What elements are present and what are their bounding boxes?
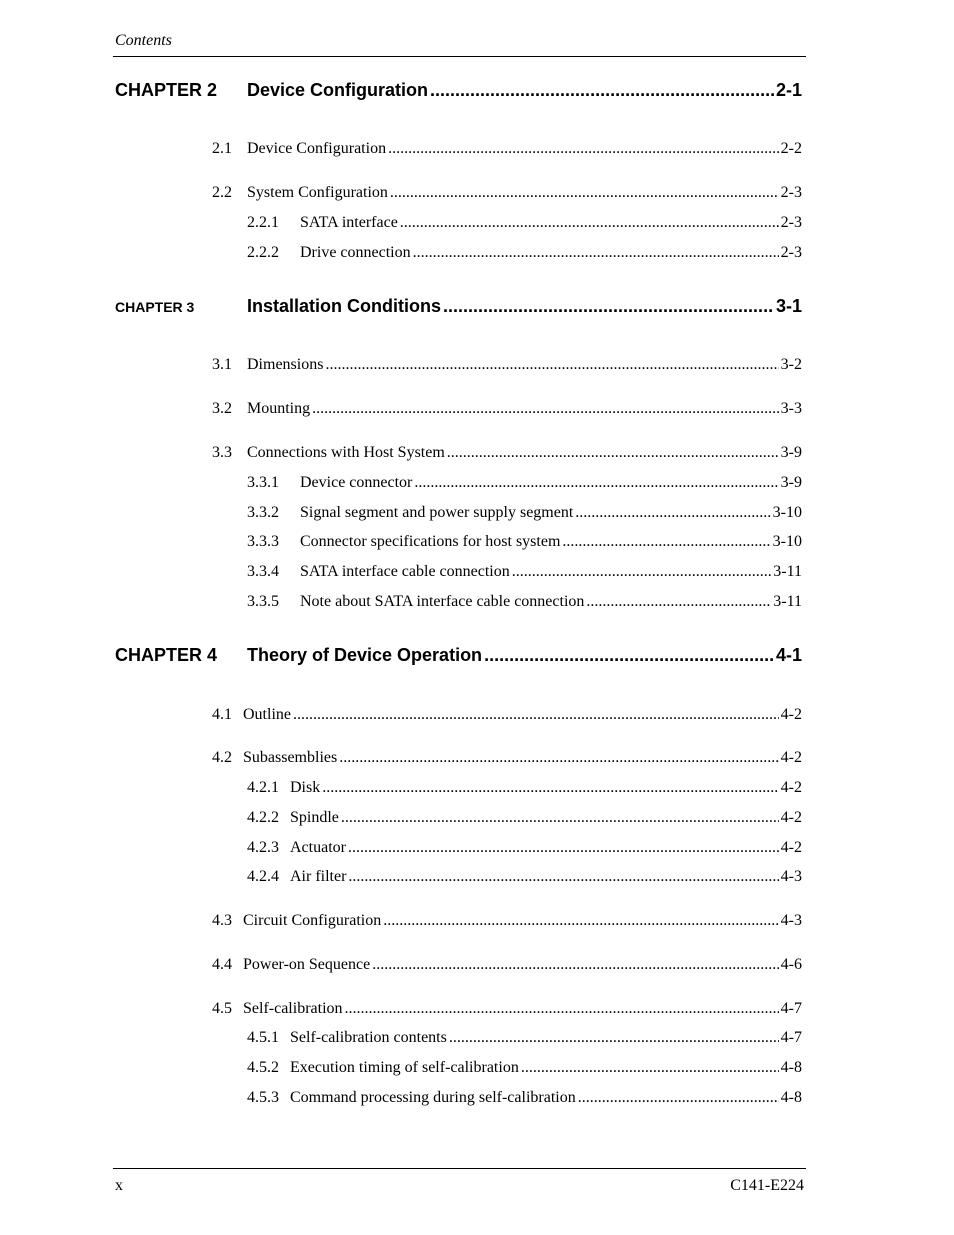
toc-section-4-4[interactable]	[212, 954, 802, 976]
toc-subsection-4-2-3[interactable]	[247, 837, 802, 859]
toc-subsection-3-3-4[interactable]	[247, 561, 802, 583]
dot-leader	[383, 910, 778, 932]
dot-leader	[341, 807, 779, 829]
toc-section-2-1[interactable]	[212, 138, 802, 160]
dot-leader	[449, 1027, 779, 1049]
subsection-title: Drive connection	[300, 244, 411, 261]
page-ref: 2-3	[780, 214, 802, 231]
page-ref: 4-7	[780, 1000, 802, 1017]
subsection-number: 4.5.3	[247, 1089, 279, 1106]
subsection-number: 3.3.5	[247, 593, 279, 610]
dot-leader	[586, 591, 771, 613]
page-ref: 4-8	[780, 1089, 802, 1106]
toc-subsection-4-2-2[interactable]	[247, 807, 802, 829]
dot-leader	[521, 1057, 779, 1079]
page-ref: 3-11	[773, 563, 802, 580]
subsection-number: 3.3.3	[247, 533, 279, 550]
chapter-title: Theory of Device Operation	[247, 645, 483, 665]
subsection-title: Device connector	[300, 474, 413, 491]
subsection-title: SATA interface cable connection	[300, 563, 510, 580]
subsection-title: Self-calibration contents	[290, 1029, 447, 1046]
subsection-number: 4.5.2	[247, 1059, 279, 1076]
page-ref: 4-6	[780, 956, 802, 973]
dot-leader	[578, 1087, 779, 1109]
dot-leader	[413, 242, 779, 264]
section-title: Dimensions	[247, 356, 324, 373]
footer-document-id: C141-E224	[730, 1177, 804, 1194]
page-ref: 2-2	[780, 140, 802, 157]
dot-leader	[325, 354, 778, 376]
section-title: Outline	[243, 706, 291, 723]
section-number: 3.3	[212, 444, 232, 461]
page-ref: 4-1	[775, 645, 802, 665]
subsection-title: Command processing during self-calibration	[290, 1089, 576, 1106]
toc-chapter-2[interactable]	[115, 79, 802, 101]
dot-leader	[430, 79, 774, 101]
running-header: Contents	[115, 32, 172, 49]
page-ref: 2-1	[775, 80, 802, 100]
section-title: Device Configuration	[247, 140, 387, 157]
toc-section-4-5[interactable]	[212, 998, 802, 1020]
page-ref: 4-2	[780, 809, 802, 826]
toc-section-4-1[interactable]	[212, 704, 802, 726]
subsection-number: 4.2.3	[247, 839, 279, 856]
dot-leader	[339, 747, 778, 769]
dot-leader	[322, 777, 778, 799]
section-number: 4.3	[212, 912, 232, 929]
section-number: 2.2	[212, 184, 232, 201]
section-title: Subassemblies	[243, 749, 338, 766]
toc-chapter-3[interactable]	[115, 295, 802, 317]
section-title: Mounting	[247, 400, 311, 417]
dot-leader	[388, 138, 779, 160]
section-title: Connections with Host System	[247, 444, 445, 461]
toc-chapter-4[interactable]	[115, 644, 802, 666]
toc-section-3-3[interactable]	[212, 442, 802, 464]
subsection-number: 2.2.1	[247, 214, 279, 231]
page-ref: 3-9	[780, 474, 802, 491]
dot-leader	[348, 866, 778, 888]
toc-subsection-4-2-4[interactable]	[247, 866, 802, 888]
chapter-number: CHAPTER 2	[115, 80, 218, 100]
page-ref: 3-11	[773, 593, 802, 610]
toc-section-4-3[interactable]	[212, 910, 802, 932]
subsection-title: Connector specifications for host system	[300, 533, 561, 550]
toc-subsection-4-5-3[interactable]	[247, 1087, 802, 1109]
subsection-number: 3.3.2	[247, 504, 279, 521]
toc-section-3-1[interactable]	[212, 354, 802, 376]
toc-subsection-4-5-1[interactable]	[247, 1027, 802, 1049]
toc-subsection-3-3-1[interactable]	[247, 472, 802, 494]
chapter-number: CHAPTER 3	[115, 299, 195, 315]
section-number: 4.1	[212, 706, 232, 723]
toc-subsection-2-2-2[interactable]	[247, 242, 802, 264]
dot-leader	[512, 561, 772, 583]
dot-leader	[447, 442, 779, 464]
section-title: System Configuration	[247, 184, 388, 201]
section-number: 4.2	[212, 749, 232, 766]
subsection-title: Signal segment and power supply segment	[300, 504, 574, 521]
toc-subsection-4-2-1[interactable]	[247, 777, 802, 799]
subsection-title: Spindle	[290, 809, 339, 826]
page-ref: 3-10	[772, 504, 802, 521]
subsection-title: Execution timing of self-calibration	[290, 1059, 519, 1076]
toc-subsection-2-2-1[interactable]	[247, 212, 802, 234]
page-ref: 2-3	[780, 184, 802, 201]
footer-rule	[113, 1168, 806, 1169]
subsection-number: 2.2.2	[247, 244, 279, 261]
toc-subsection-3-3-2[interactable]	[247, 502, 802, 524]
subsection-title: SATA interface	[300, 214, 398, 231]
dot-leader	[345, 998, 779, 1020]
dot-leader	[372, 954, 778, 976]
footer-page-number: x	[115, 1177, 123, 1194]
section-number: 4.4	[212, 956, 232, 973]
subsection-number: 3.3.1	[247, 474, 279, 491]
subsection-title: Actuator	[290, 839, 346, 856]
toc-section-3-2[interactable]	[212, 398, 802, 420]
subsection-number: 3.3.4	[247, 563, 279, 580]
page-ref: 3-10	[772, 533, 802, 550]
page-ref: 4-2	[780, 749, 802, 766]
toc-section-4-2[interactable]	[212, 747, 802, 769]
page-ref: 3-2	[780, 356, 802, 373]
dot-leader	[348, 837, 779, 859]
page-ref: 4-3	[780, 868, 802, 885]
chapter-number: CHAPTER 4	[115, 645, 218, 665]
page-ref: 4-2	[780, 839, 802, 856]
subsection-number: 4.2.2	[247, 809, 279, 826]
dot-leader	[400, 212, 779, 234]
toc-subsection-3-3-3[interactable]	[247, 531, 802, 553]
chapter-title: Device Configuration	[247, 80, 429, 100]
section-number: 3.1	[212, 356, 232, 373]
section-number: 3.2	[212, 400, 232, 417]
dot-leader	[575, 502, 770, 524]
section-number: 4.5	[212, 1000, 232, 1017]
subsection-title: Note about SATA interface cable connection	[300, 593, 585, 610]
page-ref: 4-2	[780, 779, 802, 796]
section-title: Circuit Configuration	[243, 912, 382, 929]
subsection-title: Air filter	[290, 868, 347, 885]
dot-leader	[293, 704, 779, 726]
dot-leader	[562, 531, 770, 553]
page-ref: 4-8	[780, 1059, 802, 1076]
subsection-number: 4.2.4	[247, 868, 279, 885]
section-number: 2.1	[212, 140, 232, 157]
page-ref: 4-3	[780, 912, 802, 929]
toc-subsection-3-3-5[interactable]	[247, 591, 802, 613]
subsection-number: 4.5.1	[247, 1029, 279, 1046]
subsection-number: 4.2.1	[247, 779, 279, 796]
page-ref: 3-3	[780, 400, 802, 417]
page-ref: 3-1	[775, 296, 802, 316]
page-ref: 2-3	[780, 244, 802, 261]
dot-leader	[390, 182, 779, 204]
subsection-title: Disk	[290, 779, 321, 796]
section-title: Self-calibration	[243, 1000, 343, 1017]
toc-section-2-2[interactable]	[212, 182, 802, 204]
section-title: Power-on Sequence	[243, 956, 371, 973]
dot-leader	[312, 398, 779, 420]
chapter-title: Installation Conditions	[247, 296, 441, 316]
dot-leader	[443, 295, 774, 317]
page-ref: 4-7	[780, 1029, 802, 1046]
dot-leader	[484, 644, 774, 666]
page-ref: 4-2	[780, 706, 802, 723]
header-rule	[113, 56, 806, 57]
toc-subsection-4-5-2[interactable]	[247, 1057, 802, 1079]
page-ref: 3-9	[780, 444, 802, 461]
dot-leader	[414, 472, 778, 494]
